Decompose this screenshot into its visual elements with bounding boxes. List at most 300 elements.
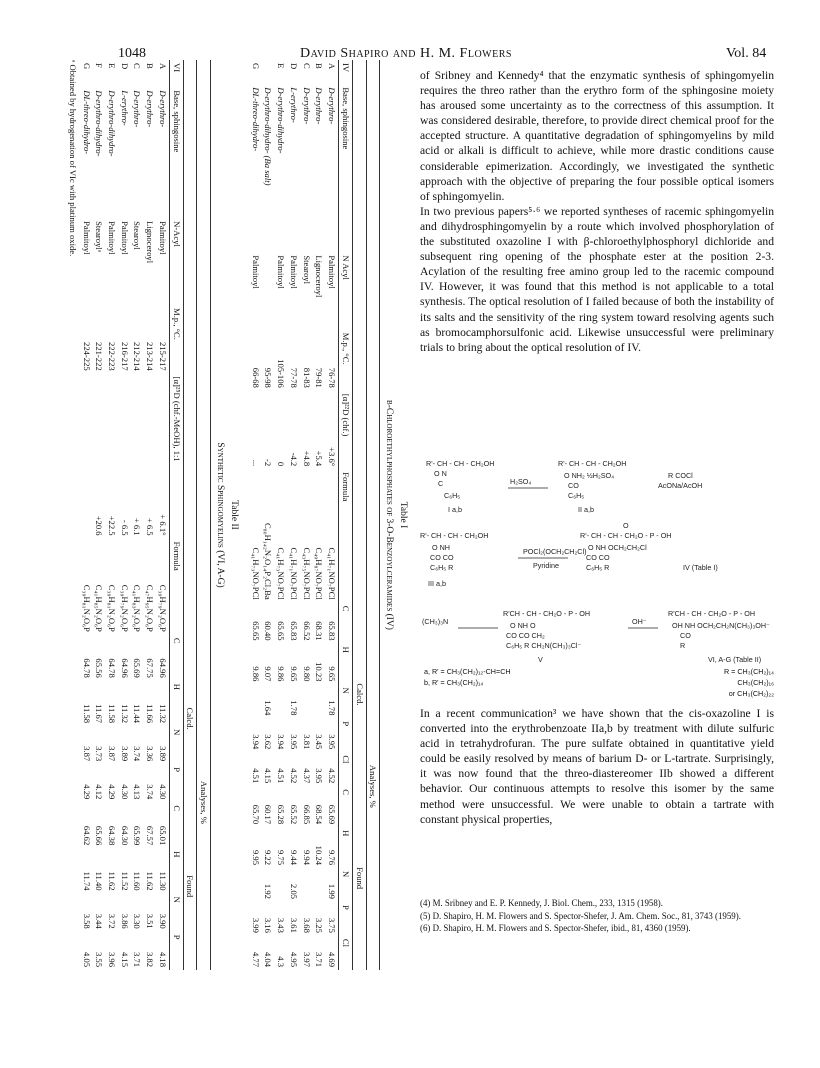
table-cell: C₃₉H₈₁N₂O₆P (107, 584, 118, 632)
table-cell: 1.64 (263, 700, 274, 716)
table-cell: D-erythro- (327, 87, 338, 125)
table-cell: D-erythro- (132, 90, 143, 128)
scheme-label-VI: VI, A-G (Table II) (708, 655, 762, 664)
table-cell: D-erythro-dihydro- (107, 90, 118, 157)
table-cell: 81-83 (301, 367, 312, 388)
table-cell: 11.58 (81, 704, 92, 724)
table1-col-header: Base, sphingosine (339, 84, 353, 252)
table-cell: L-erythro- (288, 87, 299, 123)
table-cell (274, 684, 287, 718)
table-cell: L-erythro- (119, 90, 130, 126)
table1-col-header: IV (339, 60, 353, 84)
table-row (325, 60, 338, 970)
table-cell: A (327, 63, 338, 70)
table2-col-header: N-Acyl (169, 218, 183, 305)
table-cell: 11.44 (132, 704, 143, 724)
table-cell: 9.75 (276, 849, 287, 866)
table1-col-header: Cl (339, 752, 353, 786)
table-cell: Palmitoyl (327, 255, 338, 289)
table-cell: 222-223 (107, 342, 118, 371)
table-cell: 60.17 (263, 804, 274, 825)
table2-col-header: H (169, 848, 183, 893)
reaction-scheme (418, 458, 778, 698)
table-cell: 95-98 (263, 367, 274, 388)
table-cell: 4.29 (107, 784, 118, 800)
table-cell: 4.37 (301, 768, 312, 784)
table-cell: + 6.5 (145, 517, 156, 536)
table-cell: -2 (263, 459, 274, 467)
table-cell: 3.95 (327, 734, 338, 750)
table-cell: 3.61 (288, 917, 299, 933)
table-cell: C₄₇H₉₅N₂O₆P (145, 584, 156, 632)
table-cell: Palmitoyl (276, 255, 287, 289)
table-cell: 3.94 (276, 734, 287, 750)
table-cell: Lignoceroyl (145, 221, 156, 264)
table-cell: DL-threo-dihydro- (250, 87, 261, 152)
table-cell: +3.6° (327, 447, 338, 467)
table2-col-header: Formula (169, 539, 183, 635)
table-cell: 64.62 (81, 825, 92, 846)
table-cell: C₃₉H₇₉N₂O₆P (157, 584, 168, 632)
svg-text:O: O (623, 521, 629, 530)
svg-text:CO CO: CO CO (430, 553, 454, 562)
table-cell: G (81, 63, 92, 70)
table-cell: 3.58 (81, 913, 92, 929)
table-cell: 3.95 (314, 768, 325, 784)
table-cell: 221-222 (94, 342, 105, 371)
table-cell: 4.77 (250, 951, 261, 967)
table-cell: 65.52 (288, 804, 299, 825)
table-row (118, 60, 131, 970)
table-cell: 224-225 (81, 342, 92, 371)
table2-col-header: P (169, 932, 183, 970)
table-cell: C₈₀H₁₄₂N₂O₁₄P₂Cl₂Ba (263, 522, 274, 600)
table-cell: 3.71 (132, 951, 143, 967)
table-cell: D-erythro-dihydro- (94, 90, 105, 157)
table-cell (313, 684, 326, 718)
table-cell: 1.99 (327, 883, 338, 899)
table-cell: 67.57 (145, 825, 156, 846)
table-cell: 68.54 (314, 804, 325, 825)
table-cell: C₄₁H₇₃NO₇PCl (276, 547, 287, 600)
table-cell: B (145, 63, 156, 69)
table-cell: E (107, 63, 118, 69)
table-cell: 9.22 (263, 849, 274, 866)
table-row (287, 60, 300, 970)
table-row (80, 60, 93, 970)
svg-text:R'- CH - CH - CH₂OH: R'- CH - CH - CH₂OH (420, 531, 489, 540)
table-cell: 4.69 (327, 951, 338, 967)
table2-col-header: C (169, 802, 183, 848)
table-cell: 65.70 (250, 804, 261, 825)
table-cell: 4.04 (263, 951, 274, 967)
table-cell: DL-threo-dihydro- (81, 90, 92, 155)
table2-analyses-header: Analyses, % (197, 635, 211, 970)
table2-col-header: N (169, 726, 183, 764)
svg-text:R'CH - CH - CH₂O - P - OH: R'CH - CH - CH₂O - P - OH (503, 609, 591, 618)
table-cell: D-erythro-dihydro- (Ba salt) (263, 87, 274, 186)
table-cell: 9.07 (263, 666, 274, 682)
table-cell: 0 (276, 461, 287, 467)
table1-col-header: H (339, 827, 353, 868)
references (420, 898, 774, 936)
table-cell: 212-214 (132, 342, 143, 371)
scheme-def-b: b, R' = CH₃(CH₂)₁₄ (424, 678, 484, 687)
table-cell: 3.82 (145, 951, 156, 967)
table-cell: 9.95 (250, 849, 261, 866)
table2-calcd-header: Calcd. (183, 635, 197, 803)
table-cell: C (132, 63, 143, 69)
svg-text:R'- CH - CH - CH₂O - P - OH: R'- CH - CH - CH₂O - P - OH (580, 531, 672, 540)
table-cell: 3.55 (94, 951, 105, 967)
table-cell: D (119, 63, 130, 70)
table-cell: B (314, 63, 325, 69)
table-cell: 3.44 (94, 913, 105, 929)
reference-5: (5) D. Shapiro, H. M. Flowers and S. Spector-Shefer, J. Am. Chem. Soc., 81, 3743 (1959). (420, 910, 741, 921)
table-cell: 64.30 (119, 825, 130, 846)
table-cell: Stearoyl (301, 255, 312, 284)
table1-col-header: N (339, 868, 353, 902)
svg-text:C₆H₅ R: C₆H₅ R (430, 563, 454, 572)
table-cell: 3.25 (314, 917, 325, 933)
running-title: David Shapiro and H. M. Flowers (300, 46, 512, 61)
table-cell: - 6.5 (119, 519, 130, 536)
table-cell: +4.8 (301, 450, 312, 467)
table-cell (249, 868, 262, 902)
table2-col-header: M.p., °C. (169, 305, 183, 374)
table-cell: 64.38 (107, 825, 118, 846)
table-cell: 64.96 (157, 658, 168, 678)
table-row (156, 60, 169, 970)
table-cell: 11.67 (94, 704, 105, 724)
table-cell: 4.15 (263, 768, 274, 784)
svg-text:R'- CH - CH - CH₂OH: R'- CH - CH - CH₂OH (426, 459, 495, 468)
table-cell: 11.32 (119, 704, 130, 724)
table-cell: 65.99 (132, 825, 143, 846)
table-cell: 3.96 (107, 951, 118, 967)
table-cell: 11.40 (94, 871, 105, 891)
reference-6: (6) D. Shapiro, H. M. Flowers and S. Spector-Shefer, ibid., 81, 4360 (1959). (420, 923, 691, 933)
table-cell: 3.68 (301, 917, 312, 933)
table-cell: 76-78 (327, 367, 338, 388)
table-cell: 10.24 (314, 845, 325, 866)
scheme-reagent-3b: Pyridine (533, 561, 559, 570)
table2-col-header: N (169, 894, 183, 932)
table-cell: 3.73 (94, 746, 105, 762)
table-cell: 66-68 (250, 367, 261, 388)
svg-text:C₆H₅ R: C₆H₅ R (586, 563, 610, 572)
table-cell: G (250, 63, 261, 70)
table-cell: D-erythro-dihydro- (276, 87, 287, 154)
rotated-tables (67, 60, 410, 970)
table-row (105, 60, 118, 970)
table-cell: D-erythro- (314, 87, 325, 125)
table-cell: 3.45 (314, 734, 325, 750)
table-cell: 3.99 (250, 917, 261, 933)
scheme-reagent-1: H₂SO₄ (510, 477, 532, 486)
table-cell: 79-81 (314, 367, 325, 388)
svg-text:C₆H₅: C₆H₅ (568, 491, 585, 500)
table-cell: D-erythro- (145, 90, 156, 128)
table-cell: 213-214 (145, 342, 156, 371)
table-cell (313, 868, 326, 902)
table-cell: C₄₁H₇₁NO₇PCl (288, 547, 299, 600)
table-cell: 4.52 (327, 768, 338, 784)
scheme-label-I: I a,b (448, 505, 462, 514)
table-cell: 3.74 (132, 746, 143, 762)
svg-text:OH NH OCH₂CH₂N(CH₃)₃OH⁻: OH NH OCH₂CH₂N(CH₃)₃OH⁻ (672, 621, 770, 630)
table-cell: C₄₃H₇₅NO₇PCl (301, 547, 312, 600)
table-cell: 11.60 (132, 871, 143, 891)
table-cell: C₄₁H₈₃N₂O₆P (132, 584, 143, 632)
table-row (143, 60, 156, 970)
table-cell: 65.65 (250, 621, 261, 641)
svg-text:O NH₂ ½H₂SO₄: O NH₂ ½H₂SO₄ (564, 471, 615, 480)
table-cell: 9.76 (327, 849, 338, 866)
table-cell (249, 684, 262, 718)
table2 (80, 60, 211, 970)
table1-title: β-Chloroethylphosphates of 3-O-Benzoylceramides (IV) (384, 400, 395, 630)
svg-text:O NH: O NH (432, 543, 450, 552)
svg-text:O NH O: O NH O (510, 621, 536, 630)
paragraph-1: of Sribney and Kennedy⁴ that the enzymatic synthesis of sphingomyelin requires the threo rather than the erythro form of the sphingosine moiety has aroused some uncertainty as to the correctness of this assumption. It was considered desirable, therefore, to provide direct chemical proof for the accepted structure. A quantitative degradation of sphingomyelins by mild acid or alkali is difficult to achieve, while more drastic conditions cause considerable epimerization. Accordingly, we investigated the synthetic approach with the objective of preparing the four possible optical isomers of sphingomyelin. (420, 69, 774, 203)
scheme-label-II: II a,b (578, 505, 594, 514)
body-text-bottom (420, 706, 774, 827)
table-cell: 1.78 (327, 700, 338, 716)
scheme-label-III: III a,b (428, 579, 446, 588)
table-cell: Lignoceroyl (314, 255, 325, 298)
table-cell: 3.62 (263, 734, 274, 750)
table-cell: C₄₁H₇₃NO₇PCl (250, 547, 261, 600)
table-cell: 3.51 (145, 913, 156, 929)
table-cell: 65.83 (288, 621, 299, 641)
table-cell: 3.75 (327, 917, 338, 933)
scheme-def-a: a, R' = CH₃(CH₂)₁₂-CH=CH (424, 667, 511, 676)
svg-text:CO CO CH₂: CO CO CH₂ (506, 631, 545, 640)
table-cell: 11.62 (145, 871, 156, 891)
table-cell: Palmitoyl (81, 221, 92, 255)
table1-analyses-header: Analyses, % (366, 603, 380, 970)
scheme-label-V: V (538, 655, 543, 664)
table-cell: C₃₉H₈₁N₂O₆P (81, 584, 92, 632)
table-cell: 3.97 (301, 951, 312, 967)
table-cell: 4.15 (119, 951, 130, 967)
table-cell: E (276, 63, 287, 69)
table-cell: 9.44 (288, 849, 299, 866)
table-cell: 4.95 (288, 951, 299, 967)
table-cell: 3.87 (107, 746, 118, 762)
svg-text:R'CH - CH - CH₂O - P - OH: R'CH - CH - CH₂O - P - OH (668, 609, 756, 618)
table-cell: 11.58 (107, 704, 118, 724)
table-cell: C₄₁H₈₅N₂O₆P (94, 584, 105, 632)
svg-text:C₆H₅: C₆H₅ (444, 491, 461, 500)
table-cell: +5.4 (314, 450, 325, 467)
table-cell: 3.16 (263, 917, 274, 933)
table1-col-header: Formula (339, 469, 353, 603)
table1-col-header: C (339, 603, 353, 644)
table2-found-header: Found (183, 802, 197, 970)
table-cell: 4.29 (81, 784, 92, 800)
table2-col-header: Base, sphingosine (169, 87, 183, 218)
table-row (300, 60, 313, 970)
table1-col-header: N (339, 684, 353, 718)
table-cell: 4.30 (157, 784, 168, 800)
table2-col-header: C (169, 635, 183, 681)
table-cell: Palmitoyl (107, 221, 118, 255)
table-cell: 4.52 (288, 768, 299, 784)
table-cell: +22.5 (107, 515, 118, 536)
table-cell: +20.6 (94, 515, 105, 536)
table-cell: 9.94 (301, 849, 312, 866)
svg-text:C₆H₅ R CH₂N(CH₃)₃Cl⁻: C₆H₅ R CH₂N(CH₃)₃Cl⁻ (506, 641, 582, 650)
table-cell: 11.62 (107, 871, 118, 891)
table-cell: 9.86 (250, 666, 261, 682)
table2-title: Synthetic Sphingomyelins (VI, A-G) (215, 442, 226, 588)
table-cell: D-erythro- (301, 87, 312, 125)
table-cell: 11.32 (157, 704, 168, 724)
table1-found-header: Found (352, 786, 366, 970)
table-cell: 3.86 (119, 913, 130, 929)
table-cell: ... (250, 459, 261, 467)
table-cell: + 6.1 (132, 517, 143, 536)
table1-label: Table I (398, 501, 408, 529)
table1-col-header: M.p., °C. (339, 330, 353, 391)
table-cell: 3.94 (250, 734, 261, 750)
table-cell: 1.78 (288, 700, 299, 716)
table-cell: 3.72 (107, 913, 118, 929)
table-cell: 3.87 (81, 746, 92, 762)
paragraph-2: In two previous papers⁵·⁶ we reported syntheses of racemic sphingomyelin and dihydrosphingomyelin by a route which involved phosphorylation of the substituted oxazoline I with β-chloroethylphosphoryl dichloride and subsequent ring opening of the phosphate ester at the position 2-3. Acylation of the resulting free amino group led to the racemic compound IV. However, it was found that this method is not applicable to a total synthesis. The optical resolution of I failed because of both the instability of its salts and the sensitivity of the ring system toward resolving agents such as bromocamphorsulfonic acid. Likewise unsuccessful were preliminary trials to bring about the optical resolution of IV. (420, 204, 774, 354)
table-cell: 3.71 (314, 951, 325, 967)
table-cell: -4.2 (288, 452, 299, 467)
table-cell: Palmitoyl (119, 221, 130, 255)
table-cell: 3.30 (132, 913, 143, 929)
table-cell: D (288, 63, 299, 70)
scheme-reagent-2: R COCl (668, 471, 693, 480)
table-cell: 11.74 (81, 871, 92, 891)
table2-col-header: [α]²⁵D (chf.-MeOH), 1:1 (169, 374, 183, 539)
table-cell: 66.52 (301, 621, 312, 641)
table-cell: 9.65 (327, 666, 338, 682)
table-cell: 4.51 (276, 768, 287, 784)
table-row (313, 60, 326, 970)
table-cell: 67.75 (145, 658, 156, 678)
table-cell: C₄₁H₇₁NO₇PCl (327, 547, 338, 600)
table-cell: 4.3 (276, 956, 287, 967)
table-cell (300, 684, 313, 718)
scheme-def-R2: CH₃(CH₂)₁₆ (737, 678, 774, 687)
table-cell: 77-78 (288, 367, 299, 388)
svg-text:R'- CH - CH - CH₂OH: R'- CH - CH - CH₂OH (558, 459, 627, 468)
table-cell: 65.66 (94, 825, 105, 846)
table-cell: 3.90 (157, 913, 168, 929)
table2-col-header: H (169, 681, 183, 726)
table-cell: 3.81 (301, 734, 312, 750)
table1-col-header: H (339, 644, 353, 685)
table-cell: Stearoylᵃ (94, 221, 105, 253)
volume-label: Vol. 84 (726, 46, 767, 61)
table-cell (262, 252, 275, 329)
table-cell: 68.31 (314, 621, 325, 641)
table2-col-header: P (169, 764, 183, 802)
table-cell: 4.18 (157, 951, 168, 967)
scheme-reagent-3: POCl₂(OCH₂CH₂Cl) (523, 547, 587, 556)
table1-calcd-header: Calcd. (352, 603, 366, 787)
scheme-def-R1: R = CH₃(CH₂)₁₄ (723, 667, 774, 676)
table-cell: 9.65 (288, 666, 299, 682)
table-cell: C₃₉H₇₉N₂O₆P (119, 584, 130, 632)
table-cell: Palmitoyl (288, 255, 299, 289)
table-cell: 60.40 (263, 621, 274, 641)
svg-text:CO: CO (680, 631, 691, 640)
table-cell: 64.96 (119, 658, 130, 678)
table-cell: Palmitoyl (250, 255, 261, 289)
table-row (274, 60, 287, 970)
table-cell: 3.89 (157, 746, 168, 762)
table-cell: Stearoyl (132, 221, 143, 250)
scheme-reagent-4: (CH₃)₃N (422, 617, 449, 626)
table-cell: 3.36 (145, 746, 156, 762)
svg-text:R: R (680, 641, 686, 650)
table-cell: 11.66 (145, 704, 156, 724)
table1-col-header: P (339, 718, 353, 752)
table1-col-header: N Acyl (339, 252, 353, 329)
svg-text:O NH OCH₂CH₂Cl: O NH OCH₂CH₂Cl (588, 543, 647, 552)
table-cell: 4.51 (250, 768, 261, 784)
table-cell: 65.83 (327, 621, 338, 641)
paragraph-3: In a recent communication³ we have shown that the cis-oxazoline I is converted into the erythrobenzoate IIa,b by treatment with dilute sulfuric acid in tetrahydrofuran. The pure sulfate obtained in quantitative yield could be easily resolved by means of barium D- or L-tartrate. Surprisingly, it was now found that the threo-diastereomer IIb showed a different behavior. Our continuous attempts to resolve this isomer by the same method were unsuccessful. We were unable to obtain a tartrate with constant physical properties, (420, 707, 774, 826)
table-cell: 65.69 (327, 804, 338, 825)
table-cell: 11.30 (157, 871, 168, 891)
table-cell: F (94, 63, 105, 68)
reference-4: (4) M. Sribney and E. P. Kennedy, J. Biol. Chem., 233, 1315 (1958). (420, 898, 663, 908)
table-cell: 65.28 (276, 804, 287, 825)
table1-col-header: [α]²²D (chf.) (339, 391, 353, 469)
table-cell: 65.69 (132, 658, 143, 678)
table-cell: 10.23 (314, 662, 325, 682)
table-cell: 4.05 (81, 951, 92, 967)
table-cell: 3.74 (145, 784, 156, 800)
table-cell: 65.65 (276, 621, 287, 641)
scheme-def-R3: or CH₃(CH₂)₂₂ (728, 689, 774, 698)
svg-text:C: C (438, 479, 444, 488)
table-row (262, 60, 275, 970)
table-row (249, 60, 262, 970)
table-cell: C (301, 63, 312, 69)
table1-col-header: C (339, 786, 353, 827)
table1-col-header: Cl (339, 936, 353, 970)
table-cell: 65.56 (94, 658, 105, 678)
table-cell: 9.80 (301, 666, 312, 682)
table-cell: 4.30 (119, 784, 130, 800)
svg-text:O N: O N (434, 469, 447, 478)
table-cell: 1.92 (263, 883, 274, 899)
page-number: 1048 (118, 46, 146, 61)
table-cell (262, 60, 275, 84)
table2-col-header: VI (169, 60, 183, 87)
table-cell: 215-217 (157, 342, 168, 371)
table-cell: 3.95 (288, 734, 299, 750)
table-cell: 64.78 (81, 658, 92, 678)
table1-col-header: P (339, 902, 353, 936)
table-cell: 65.01 (157, 825, 168, 846)
table-cell: 2.05 (288, 883, 299, 899)
table-cell (300, 868, 313, 902)
table-cell: C₄₉H₈₇NO₇PCl (314, 547, 325, 600)
table2-label: Table II (228, 500, 239, 530)
table-row (131, 60, 144, 970)
table-cell: D-erythro- (157, 90, 168, 128)
